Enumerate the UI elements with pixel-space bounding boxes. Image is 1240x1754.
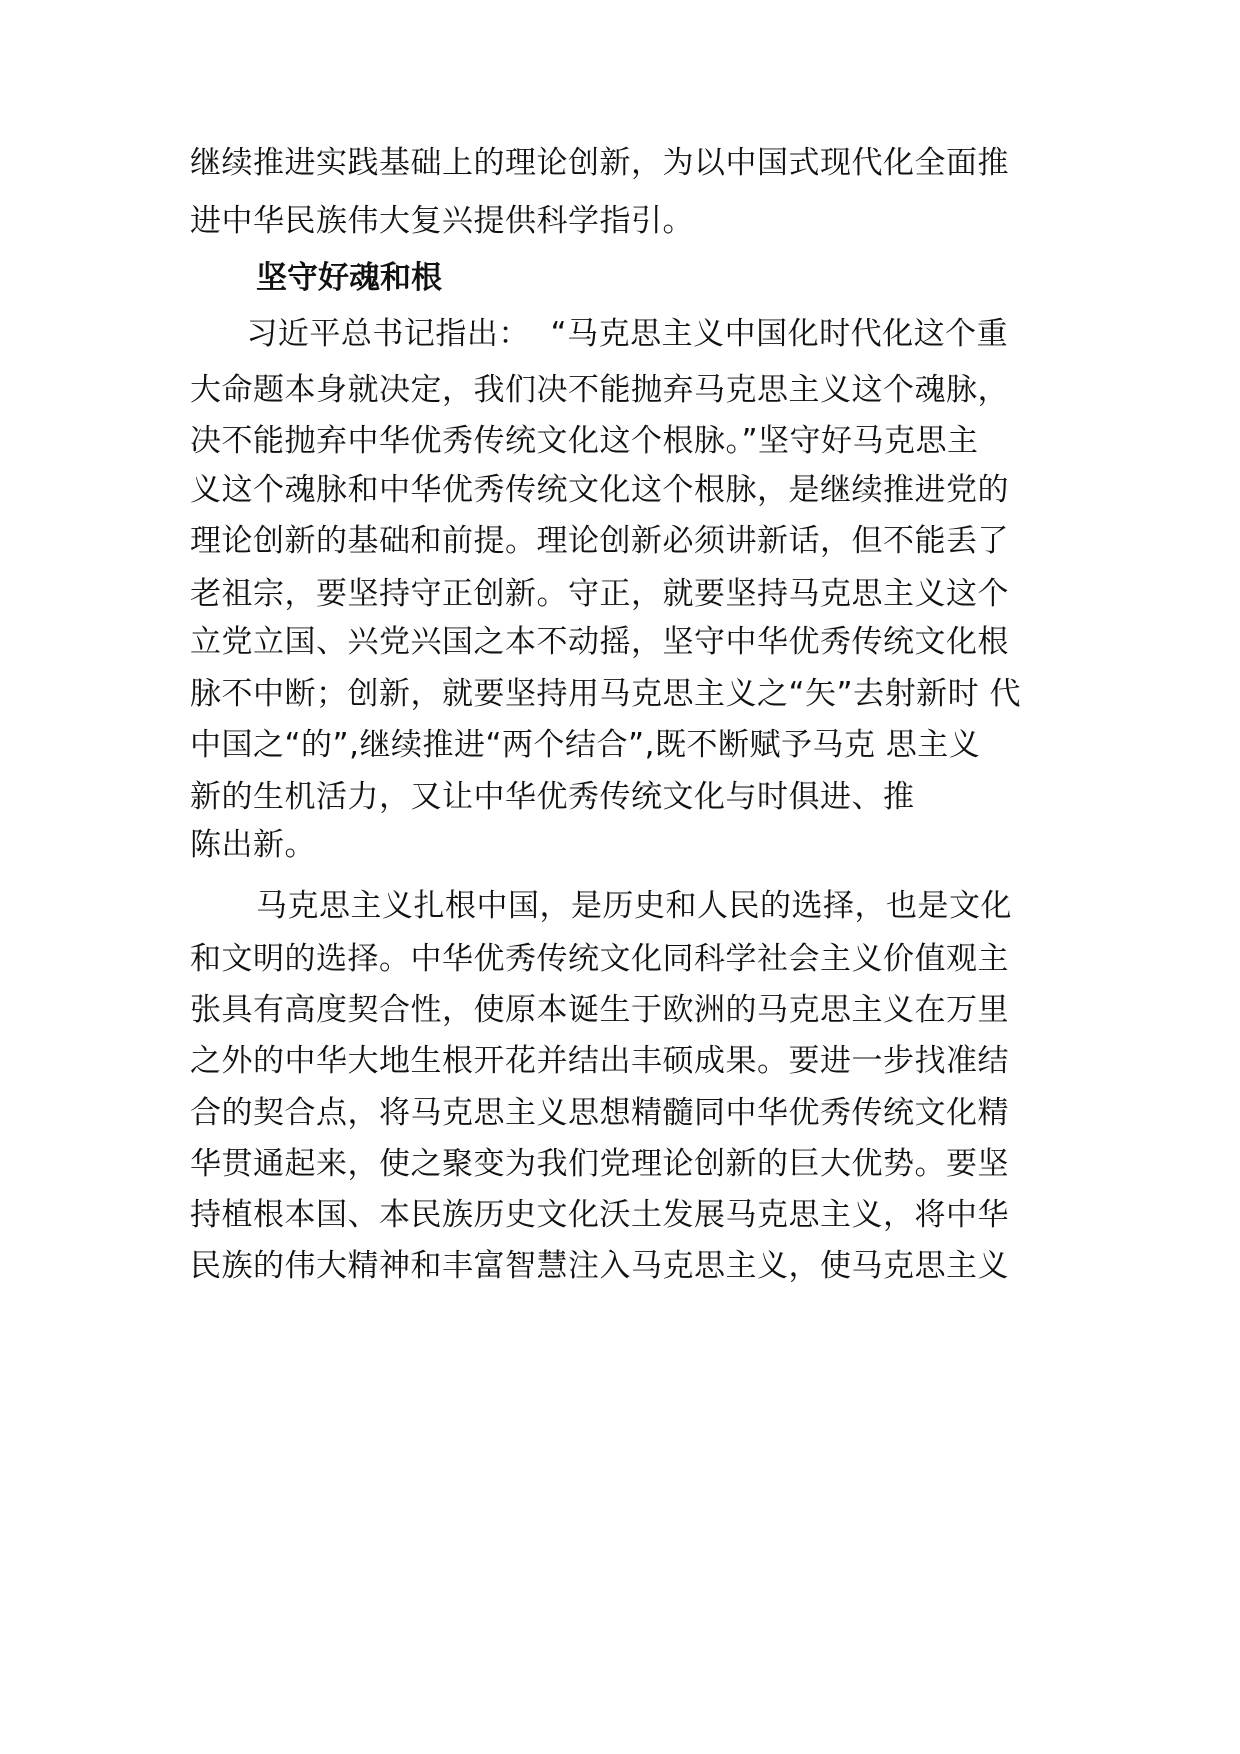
section-heading: 坚守好魂和根 (256, 260, 442, 296)
paragraph-line: 持植根本国、本民族历史文化沃土发展马克思主义，将中华 (190, 1197, 1009, 1233)
paragraph-line: 张具有高度契合性，使原本诞生于欧洲的马克思主义在万里 (190, 992, 1009, 1028)
paragraph-line: 华贯通起来，使之聚变为我们党理论创新的巨大优势。要坚 (190, 1146, 1009, 1182)
paragraph-line: 理论创新的基础和前提。理论创新必须讲新话，但不能丢了 (190, 523, 1009, 559)
paragraph-line: 进中华民族伟大复兴提供科学指引。 (190, 203, 694, 239)
paragraph-line: 中国之“的”,继续推进“两个结合”,既不断赋予马克 思主义 (190, 727, 981, 763)
paragraph-line: 老祖宗，要坚持守正创新。守正，就要坚持马克思主义这个 (190, 576, 1009, 612)
paragraph-line: 立党立国、兴党兴国之本不动摇，坚守中华优秀传统文化根 (190, 624, 1009, 660)
paragraph-line: 新的生机活力，又让中华优秀传统文化与时俱进、推 (190, 779, 915, 815)
paragraph-line: 义这个魂脉和中华优秀传统文化这个根脉，是继续推进党的 (190, 472, 1009, 508)
paragraph-line: 决不能抛弃中华优秀传统文化这个根脉。”坚守好马克思主 (190, 423, 979, 459)
paragraph-line: 继续推进实践基础上的理论创新，为以中国式现代化全面推 (190, 145, 1009, 181)
paragraph-line: 合的契合点，将马克思主义思想精髓同中华优秀传统文化精 (190, 1095, 1009, 1131)
paragraph-line: 习近平总书记指出： “马克思主义中国化时代化这个重 (236, 316, 1009, 352)
paragraph-line: 民族的伟大精神和丰富智慧注入马克思主义，使马克思主义 (190, 1248, 1009, 1284)
paragraph-line: 脉不中断；创新，就要坚持用马克思主义之“矢”去射新时 代 (190, 676, 1021, 712)
paragraph-line: 马克思主义扎根中国，是历史和人民的选择，也是文化 (256, 888, 1012, 924)
paragraph-line: 陈出新。 (190, 827, 316, 863)
paragraph-line: 大命题本身就决定，我们决不能抛弃马克思主义这个魂脉， (190, 372, 1009, 408)
paragraph-line: 和文明的选择。中华优秀传统文化同科学社会主义价值观主 (190, 941, 1009, 977)
paragraph-line: 之外的中华大地生根开花并结出丰硕成果。要进一步找准结 (190, 1043, 1009, 1079)
